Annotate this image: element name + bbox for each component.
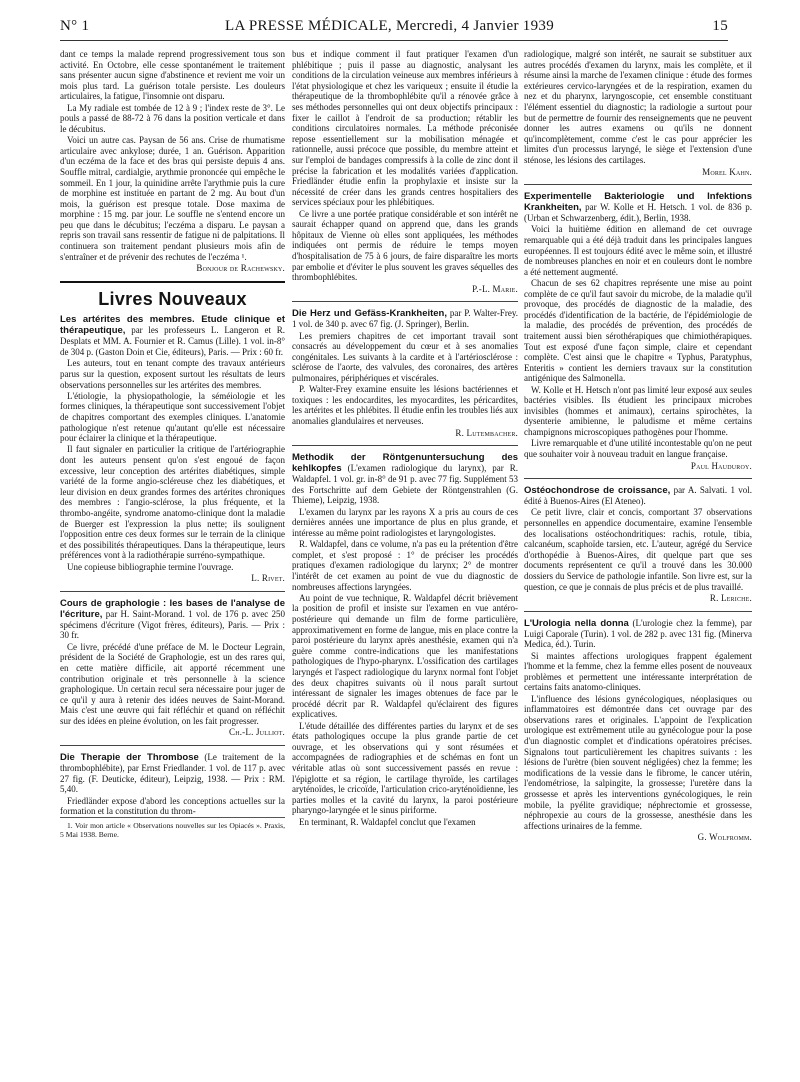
review-meta: par P. Walter-Frey. 1 vol. de 340 p. avec 67 fig. (J. Springer), Berlin. [292,308,519,330]
paragraph: Friedländer expose d'abord les conceptions actuelles sur la formation et la constitution du throm- [60,795,285,817]
review-title: Cours de graphologie : les bases de l'analyse de l'écriture, [60,597,285,620]
book-review [60,598,285,738]
review-signature: Morel Kahn. [702,166,752,177]
paragraph: Si maintes affections urologiques frappent également l'homme et la femme, chez la femme elles posent de nouveaux problèmes et permettent une intéressante interprétation de certains faits anatomo-cliniques. [524,650,752,693]
paragraph: L'étude détaillée des différentes parties du larynx et de ses états pathologiques occupe la plus grande partie de cet ouvrage, et les observations qui y sont résumées et accompagnées de radiographies et de schémas en font un véritable atlas où sont successivement passés en revue : l'épiglotte et sa région, le cartilage thyroïde, les cartilages aryténoïdes, le cricoïde, l'articulation crico-aryténoïdienne, les parties molles et la cavité du larynx, la paroi postérieure pharyngo-laryngée et le sinus piriforme. [292,720,518,816]
review-signature: R. Leriche. [709,593,752,604]
paragraph: L'étiologie, la physiopathologie, la séméiologie et les formes cliniques, la thérapeutique sont successivement l'objet de chapitres comportant des exemples cliniques. L'anatomie pathologique n'est retenue qu'autant qu'elle est nécessaire pour éclairer la clinique et la thérapeutique. [60,390,285,444]
review-divider [60,591,285,592]
issue-number: N° 1 [60,18,90,34]
paragraph: Il faut signaler en particulier la critique de l'artériographie dont les auteurs pensent qu'on s'est engoué de façon excessive, leur conception des artérites diabétiques, simple variété de la forme angio-scléreuse chez les diabétiques, et leur division en deux grandes formes des artérites chroniques des membres : l'angio-sclérose, la plus fréquente, et la thrombo-angéite, syndrome anatomo-clinique dont la maladie de Buerger est l'expression la plus nette; ils soulignent l'opposition entre ces deux formes sur le terrain de la clinique et des possibilités thérapeutiques. Dans la thérapeutique, leurs préférences vont à la radiothérapie surréno-sympathique. [60,444,285,561]
review-title: Die Therapie der Thrombose [60,752,199,764]
paragraph: Ce petit livre, clair et concis, comportant 37 observations personnelles en appendice documentaire, examine l'ensemble des localisations ostéochondritiques: rachis, rotule, tibia, calcanéum, scaphoïde tarsien, etc. L'auteur, agrégé du Service d'orthopédie à Buenos-Aires, dit quelque part que ses documents représentent ce qu'il a trouvé dans les 30.000 dossiers du Service de pathologie infantile. Son livre est, sur la question, ce que je connais de plus précis et de plus travaillé. [524,507,752,592]
paragraph: L'influence des lésions gynécologiques, néoplasiques ou inflammatoires est démontrée dans cet ouvrage par des observations rares et originales. L'appoint de l'explication urologique est extrêmement utile au gynécologue pour la pose d'un diagnostic complet et d'indications opératoires précises. Signalons tout particulièrement les chapitres suivants : les lésions de l'urètre (bien souvent négligées) chez la femme; les modifications de la vessie dans le fibrome, le cancer utérin, l'endométriose, la salpingite, la grossesse; l'uretère dans la grossesse et après les interventions gynécologiques, le rein mobile, la pyélite gravidique; néphrectomie et grossesse, néphropexie au cours de la grossesse, anesthésie dans les affections urinaires de la femme. [524,693,752,831]
review-signature: Paul Hauduroy. [690,460,752,471]
book-review [60,752,285,817]
paragraph: Voici la huitième édition en allemand de cet ouvrage remarquable qui a été déjà traduit dans les principales langues européennes. Il est toujours édité avec le même soin, et illustré de nombreuses planches en noir et en couleurs dont le nombre a été nettement augmenté. [524,224,752,277]
paragraph: bus et indique comment il faut pratiquer l'examen d'un phlébitique ; puis il passe au diagnostic, analysant les conditions de la circulation veineuse aux membres inférieurs à l'état physiologique et chez les variqueux ; ensuite il étudie la thérapeutique de la thrombophlébite qu'il a rénovée grâce à ses méthodes personnelles qui ont deux objectifs principaux : fixer le caillot à l'endroit de sa production; rétablir les conditions circulatoires normales. La méthode préconisée repose essentiellement sur la mobilisation ménagée et rationnelle, aussi précoce que possible, du membre atteint et sur l'emploi de bandages compressifs à la colle de zinc dont il précise la fabrication et les modalités variées d'application. Friedländer étudie enfin la prophylaxie et insiste sur la nécessité de créer dans les grands centres hospitaliers des services spéciaux pour les phlébitiques. [292,49,518,208]
page-header [60,18,728,40]
review-title: Die Herz und Gefäss-Krankheiten, [292,308,448,320]
review-meta: (Le traitement de la thrombophlébite), par Ernst Friedlander. 1 vol. de 117 p. avec 27 fig. (F. Deuticke, éditeur), Leipzig, 1938. — Prix : RM. 5,40. [60,752,286,795]
review-meta: (L'urologie chez la femme), par Luigi Caporale (Turin). 1 vol. de 282 p. avec 131 fig. (Minerva Medica, éd.). Turin. [524,617,753,650]
page-number: 15 [712,18,728,34]
review-divider [60,745,285,746]
review-divider [292,445,518,446]
footnote: 1. Voir mon article « Observations nouvelles sur les Opiacés ». Praxis, 5 Mai 1938. Berne. [60,817,285,839]
book-review [524,191,752,471]
review-divider [524,478,752,479]
review-title: L'Urologia nella donna [524,617,629,629]
review-title: Experimentelle Bakteriologie und Infektions Krankheiten, [524,191,752,214]
section-divider [60,281,285,283]
book-review [292,452,518,827]
paragraph: Les auteurs, tout en tenant compte des travaux antérieurs parus sur la question, exposent surtout les résultats de leurs observations personnelles sur les artérites des membres. [60,358,285,390]
review-signature: Ch.-L. Julliot. [229,727,285,738]
paragraph: Chacun de ses 62 chapitres représente une mise au point complète de ce qu'il faut savoir du microbe, de la maladie qu'il provoque, des procédés de diagnostic de la maladie, des procédés d'identification de la bactérie, de l'épidémiologie de la maladie, des procédés de prévention, des procédés de traitement aussi bien sérothérapiques que chimiothérapiques. Tout est exposé d'une façon simple, claire et cependant complète. C'est ainsi que le chapitre « Typhus, Paratyphus, Enteritis » contient les derniers travaux sur la constitution antigénique des Salmonella. [524,278,752,384]
section-title: Livres Nouveaux [98,288,247,309]
review-title: Les artérites des membres. Etude clinique et thérapeutique, [60,314,285,337]
header-rule [60,40,728,41]
paragraph: Ce livre a une portée pratique considérable et son intérêt ne saurait échapper quand on apprend que, dans les grands hôpitaux de Vienne où elles sont appliquées, les méthodes indiquées ont permis de réduire le temps moyen d'hospitalisation de 75 à 6 jours, de faire disparaître les morts par embolie et d'éviter le plus souvent les graves séquelles des thrombophlébites. [292,208,518,283]
paragraph: Livre remarquable et d'une utilité incontestable qu'on ne peut que souhaiter voir à nouveau traduit en langue française. [524,438,752,459]
review-signature: R. Lutembacher. [455,427,518,438]
review-meta: (L'examen radiologique du larynx), par R. Waldapfel. 1 vol. gr. in-8° de 91 p. avec 77 fig. Supplément 53 des Fortschritte auf dem Gebiete der Röntgenstrahlen (G. Thieme), Leipzig, 1938. [292,463,518,506]
review-signature: G. Wolfromm. [697,832,752,843]
review-title: Methodik der Röntgenuntersuchung des kehlkopfes [292,452,518,475]
column-1 [60,49,285,840]
review-meta: par W. Kolle et H. Hetsch. 1 vol. de 836 p. (Urban et Schwarzenberg, édit.), Berlin, 1938. [524,202,753,224]
paragraph: Ce livre, précédé d'une préface de M. le Docteur Legrain, président de la Société de Graphologie, est un des rares qui, en cette matière difficile, ait apporté récemment une contribution originale et très personnelle à la science graphologique. Un certain recul sera nécessaire pour juger de ce qu'il y aura à retenir des idées neuves de Saint-Morand. Mais c'est une œuvre qui fait réfléchir et quand on réfléchit sur des idées en pleine évolution, on les fait progresser. [60,641,285,726]
paragraph: Une copieuse bibliographie termine l'ouvrage. [67,561,234,572]
book-review [60,314,285,583]
review-divider [524,184,752,185]
paragraph: La My radiale est tombée de 12 à 9 ; l'index reste de 3°. Le pouls a passé de 88-72 à 76 dans la position verticale et dans le décubitus. [60,102,285,134]
column-2 [292,49,518,828]
review-divider [524,611,752,612]
paragraph: Voici un autre cas. Paysan de 56 ans. Crise de rhumatisme articulaire avec ankylose; durée, 1 an. Guérison. Apparition d'un eczéma de la face et des bras qui persiste depuis 4 ans. Souffle mitral, cardialgie, arythmie prononcée qui empêche le sommeil. En 1 jour, la quinidine arrête l'arythmie puis la cure de morphine est instituée en partant de 2 mg. Au bout d'un mois, la guérison est presque totale. Dose maxima de morphine : 15 mg. par jour. Le souffle ne s'entend encore un peu que dans le décubitus; l'eczéma a disparu. Le paysan a repris son travail sans ressentir de fatigue ni de palpitations. Il continuera son traitement pendant plusieurs mois afin de s'entraîner et de prévenir des rechutes de l'eczéma ¹. [60,135,285,262]
book-review [292,308,518,438]
paragraph: dant ce temps la malade reprend progressivement tous son activité. En Octobre, elle cesse spontanément le traitement sans présenter aucun signe d'abstinence et revient me voir un mois plus tard. La guérison totale persiste. Les douleurs articulaires, la fatigue, l'insomnie ont disparu. [60,49,285,102]
paragraph: P. Walter-Frey examine ensuite les lésions bactériennes et toxiques : les endocardites, les myocardites, les péricardites, les artérites et les phlébites. Il étudie enfin les troubles liés aux anomalies glandulaires et nerveuses. [292,384,518,427]
review-signature: L. Rivet. [251,573,285,584]
paragraph: Les premiers chapitres de cet important travail sont consacrés au développement du cœur et à ses anomalies congénitales. Les suivants à la cardite et à l'artériosclérose : sclérose de l'aorte, des valvules, des coronaires, des artères pulmonaires, périphériques et viscérales. [292,330,518,383]
review-divider [292,301,518,302]
review-meta: par A. Salvati. 1 vol. édité à Buenos-Aires (El Ateneo). [524,485,753,507]
journal-title: LA PRESSE MÉDICALE, Mercredi, 4 Janvier 1939 [225,18,554,34]
book-review [524,485,752,604]
paragraph: radiologique, malgré son intérêt, ne saurait se substituer aux autres procédés d'examen du larynx, mais les complète, et il résume ainsi la marche de l'examen clinique : étude des formes extérieures cervico-laryngées et de la respiration, examen du nez et du pharynx, laryngoscopie, cet ensemble constituant l'élément essentiel du diagnostic; la radiologie a surtout pour but de permettre de fournir des renseignements que ne peuvent donner les autres examens ou qu'ils ne donnent qu'incomplètement, comme c'est le cas pour apprécier les limites d'un processus laryngé, le siège et l'extension d'une sténose, les lésions des cartilages. [524,49,752,165]
paragraph: Au point de vue technique, R. Waldapfel décrit brièvement la position de profil et insiste sur l'examen en vue antéro-postérieure qui demande un film de forme particulière, approximativement en forme de langue, mis en place contre la paroi postérieure du larynx après anesthésie, examen qui n'a guère comme contre-indications que les manifestations pathologiques de l'hypo-pharynx. L'ossification des cartilages laryngés et l'aspect radiologique du larynx normal font l'objet des deux chapitres suivants où il nous paraît surtout intéressant de signaler les images obtenues de face par le procédé décrit par R. Waldapfel qu'éclairent des figures explicatives. [292,592,518,720]
paragraph: R. Waldapfel, dans ce volume, n'a pas eu la prétention d'être complet, et s'est proposé : 1° de préciser les procédés pratiques d'examen radiologique du larynx; 2° de montrer l'intérêt de cet examen au point de vue du diagnostic de nombreuses affections laryngées. [292,539,518,592]
article-signature: Bonjour de Rachewsky. [196,263,285,274]
review-title: Ostéochondrose de croissance, [524,485,671,497]
review-signature: P.-L. Marie. [472,283,518,294]
paragraph: L'examen du larynx par les rayons X a pris au cours de ces dernières années une importance de plus en plus grande, et intéresse au même point radiologistes et laryngologistes. [292,506,518,538]
review-meta: par les professeurs L. Langeron et R. Desplats et MM. A. Fournier et R. Camus (Lille). 1 vol. in-8° de 304 p. (Gaston Doin et Cie, éditeurs), Paris. — Prix : 60 fr. [60,325,285,358]
paragraph: W. Kolle et H. Hetsch n'ont pas limité leur exposé aux seules bactéries visibles. Ils étudient les principaux microbes invisibles (hommes et animaux), certains spirochètes, la dysenterie amibienne, le paludisme et même certains champignons microscopiques pathogènes pour l'homme. [524,384,752,438]
paragraph: En terminant, R. Waldapfel conclut que l'examen [299,816,476,827]
column-3 [524,49,752,850]
book-review [524,618,752,843]
review-meta: par H. Saint-Morand. 1 vol. de 176 p. avec 250 spécimens d'écriture (Vigot frères, éditeurs), Paris. — Prix : 30 fr. [60,608,286,641]
